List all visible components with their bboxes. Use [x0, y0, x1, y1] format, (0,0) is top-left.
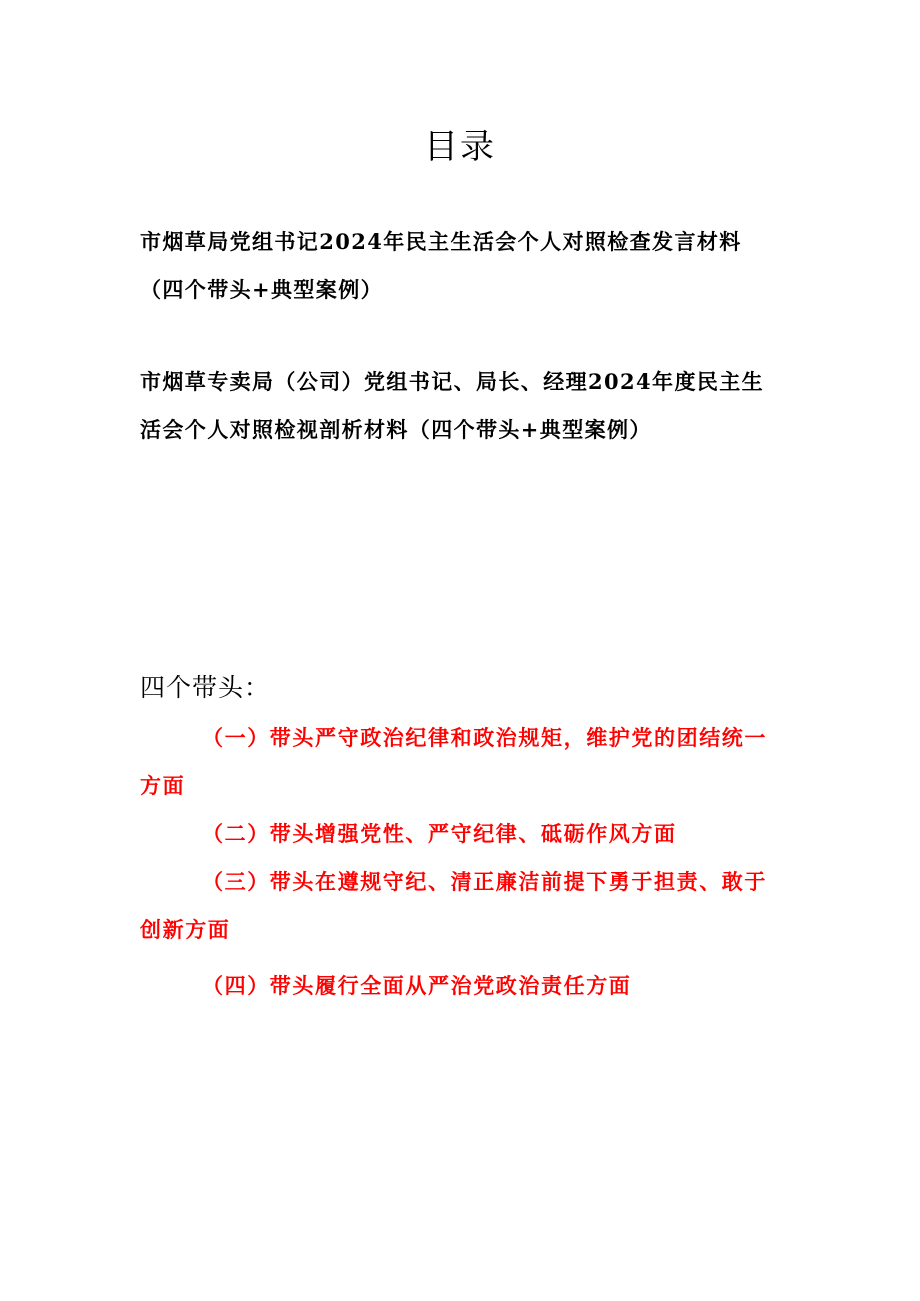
list-item-1	[140, 714, 790, 810]
list-item-3	[140, 858, 790, 954]
page-title: 目录	[424, 127, 496, 167]
four-leads-list	[140, 714, 790, 1010]
list-item-4	[140, 962, 790, 1010]
list-item-4-line-1: （四）带头履行全面从严治党政治责任方面	[202, 973, 632, 998]
list-item-3-line-2: 创新方面	[140, 917, 231, 942]
toc-entry-1-line-2: （四个带头+典型案例）	[140, 277, 383, 302]
list-item-2-line-1: （二）带头增强党性、严守纪律、砥砺作风方面	[202, 821, 677, 846]
toc-entry-2-line-1: 市烟草专卖局（公司）党组书记、局长、经理2024年度民主生	[140, 369, 765, 394]
list-item-2	[140, 810, 790, 858]
section-heading: 四个带头：	[140, 673, 271, 702]
list-item-3-line-1: （三）带头在遵规守纪、清正廉洁前提下勇于担责、敢于	[202, 869, 767, 894]
list-item-1-line-1: （一）带头严守政治纪律和政治规矩，维护党的团结统一	[202, 725, 767, 750]
toc-entry-2-line-2: 活会个人对照检视剖析材料（四个带头+典型案例）	[140, 417, 652, 442]
toc-entry-2[interactable]	[140, 358, 790, 454]
toc-entry-1-line-1: 市烟草局党组书记2024年民主生活会个人对照检查发言材料	[140, 229, 742, 254]
toc-entry-1[interactable]	[140, 218, 790, 314]
list-item-1-line-2: 方面	[140, 773, 186, 798]
